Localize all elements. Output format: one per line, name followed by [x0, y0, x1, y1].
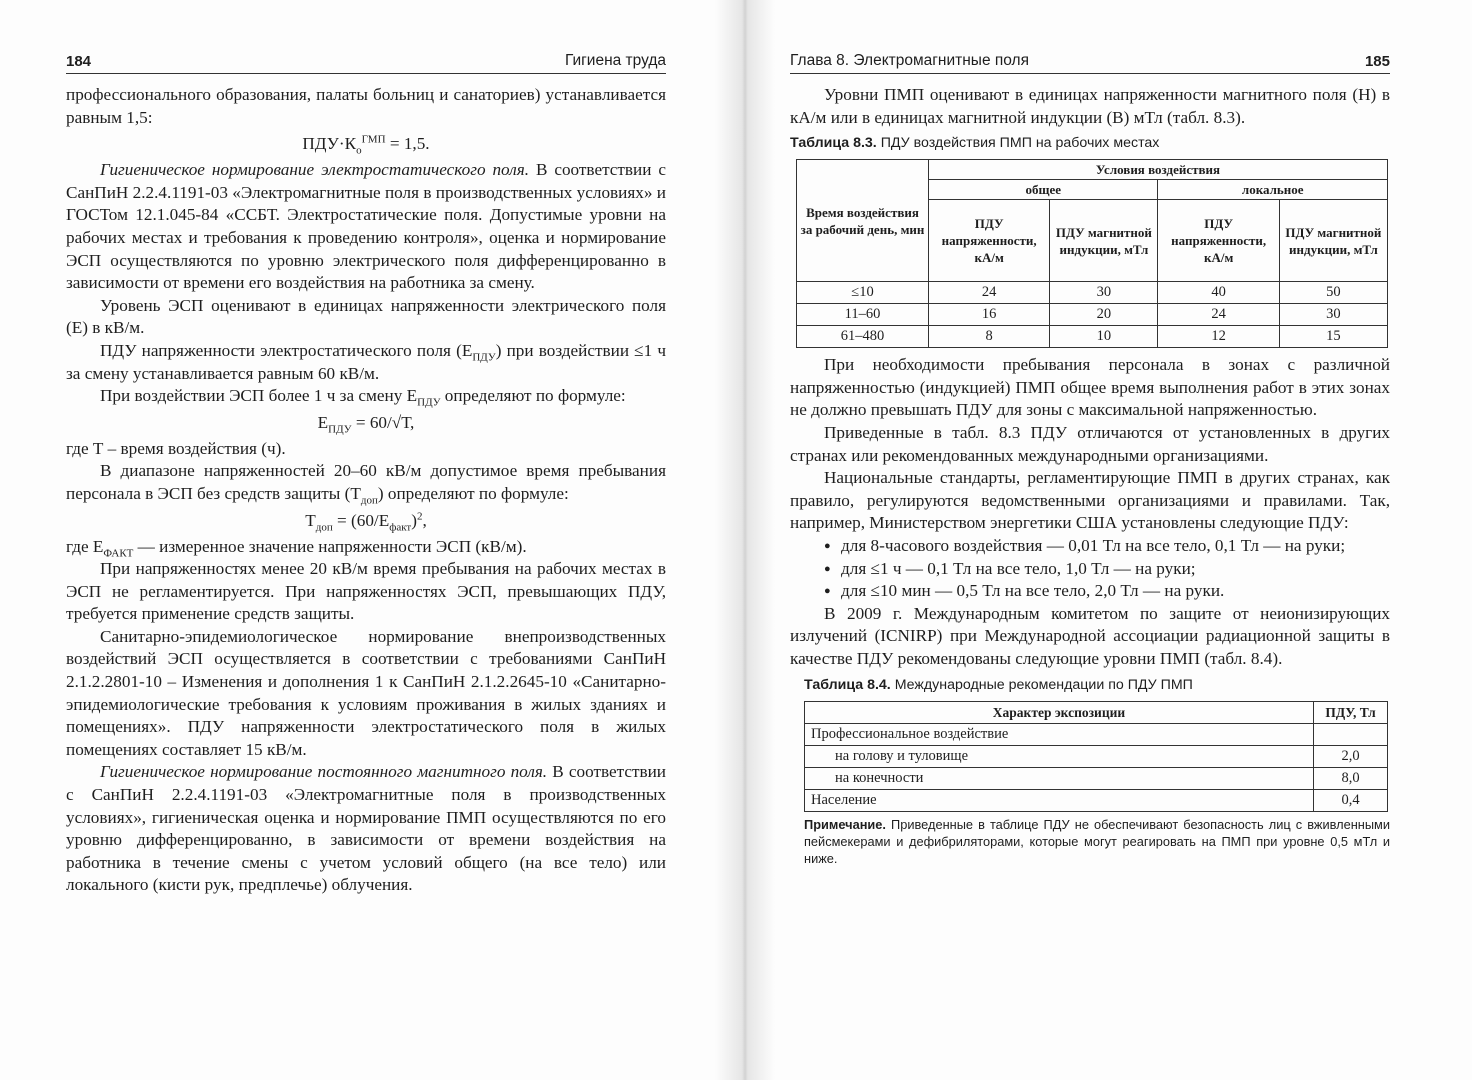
paragraph: где Т – время воздействия (ч).	[66, 438, 286, 458]
paragraph: При воздействии ЭСП более 1 ч за смену $Е_{ПДУ}$ определяют по формуле:	[100, 386, 626, 409]
page-number: 185	[1364, 53, 1390, 70]
table-cell: на голову и туловище	[805, 745, 1314, 767]
list-item: ● для ≤10 мин — 0,5 Тл на все тело, 2,0 Тл — на руки.	[824, 580, 1390, 603]
table-cell: на конечности	[805, 767, 1314, 789]
paragraph: ПДУ напряженности электростатического поля $(Е_{ПДУ})$ при воздействии ≤1 ч за смену устанавливается равным 60 кВ/м.	[66, 340, 666, 383]
paragraph: Уровни ПМП оценивают в единицах напряженности магнитного поля (Н) в кА/м или в единицах магнитной индукции (В) мТл (табл. 8.3).	[790, 85, 1390, 127]
table-cell: 50	[1279, 282, 1387, 304]
table-cell: 11–60	[797, 304, 929, 326]
table-note: Примечание. Приведенные в таблице ПДУ не обеспечивают безопасность лиц с вживленными пейсмекерами и дефибриляторами, которые могут реагировать на ПМП при уровне 0,5 мТл и ниже.	[804, 816, 1390, 866]
table-header: ПДУ напряженности, кА/м	[1158, 200, 1279, 282]
paragraph: Гигиеническое нормирование электростатического поля. В соответствии с СанПиН 2.2.4.1191-03 «Электромагнитные поля в производственных условиях» и ГОСТом 12.1.045-84 «ССБТ. Электростатические поля. Допустимые уровни на рабочих местах и требования к проведению контроля», оценка и нормирование ЭСП осуществляются по уровню электрического поля дифференцированно в зависимости от времени его воздействия на работника за смену.	[66, 160, 666, 293]
left-running-head	[66, 52, 666, 74]
paragraph: где $Е_{ФАКТ}$ — измеренное значение напряженности ЭСП (кВ/м).	[66, 536, 527, 559]
table-cell: 24	[1158, 304, 1279, 326]
table-header: Время воздействия за рабочий день, мин	[797, 160, 929, 282]
table-cell: ≤10	[797, 282, 929, 304]
paragraph: В 2009 г. Международным комитетом по защите от неионизирующих излучений (ICNIRP) при Международной ассоциации радиационной защиты в качестве ПДУ рекомендованы следующие уровни ПМП (табл. 8.4).	[790, 603, 1390, 668]
paragraph: Санитарно-эпидемиологическое нормирование внепроизводственных воздействий ЭСП осуществляется в соответствии с требованиями СанПиН 2.1.2.2801-10 – Изменения и дополнения 1 к СанПиН 2.1.2.2645-10 «Санитарно-эпидемиологические требования к условиям проживания в жилых зданиях и помещениях». ПДУ напряженности электростатического поля в жилых помещениях составляет 15 кВ/м.	[66, 626, 666, 759]
formula-pdu-k: $ПДУ\cdot К_о^{ГМП} = 1,5$.	[302, 133, 430, 157]
table-cell: 0,4	[1314, 789, 1388, 811]
paragraph: При необходимости пребывания персонала в зонах с различной напряженностью (индукцией) ПМП общее время выполнения работ в этих зонах не должно превышать ПДУ для зоны с максимальной напряженностью.	[790, 355, 1390, 420]
table-header: ПДУ магнитной индукции, мТл	[1279, 200, 1387, 282]
table-row	[805, 745, 1388, 767]
page-number: 184	[66, 53, 92, 70]
formula-t-dop: $Т_{доп} = (60/Е_{факт})^2$,	[305, 509, 427, 533]
right-page	[790, 52, 1390, 867]
table-cell: 12	[1158, 326, 1279, 348]
paragraph: Национальные стандарты, регламентирующие ПМП в других странах, как правило, регулируются ведомственными организациями и правилами. Так, например, Министерством энергетики США установлены следующие ПДУ:	[790, 468, 1390, 533]
table-cell: 16	[929, 304, 1050, 326]
bullet-list	[790, 535, 1390, 603]
table-header: Характер экспозиции	[805, 701, 1314, 723]
table-row	[797, 326, 1388, 348]
table-8-3	[796, 159, 1388, 348]
list-item: ● для 8-часового воздействия — 0,01 Тл на все тело, 0,1 Тл — на руки;	[824, 535, 1390, 558]
table-cell	[1314, 723, 1388, 745]
table-cell: 8,0	[1314, 767, 1388, 789]
table-row	[805, 723, 1388, 745]
table-cell: Профессиональное воздействие	[805, 723, 1314, 745]
paragraph: Гигиеническое нормирование постоянного магнитного поля. В соответствии с СанПиН 2.2.4.1191-03 «Электромагнитные поля в производственных условиях», гигиеническая оценка и нормирование ПМП осуществляются по его уровню дифференцированно, в зависимости от времени воздействия на работника в течение смены с учетом условий общего (на все тело) или локального (кисти рук, предплечье) облучения.	[66, 762, 666, 895]
list-item: ● для ≤1 ч — 0,1 Тл на все тело, 1,0 Тл — на руки;	[824, 558, 1390, 581]
paragraph: профессионального образования, палаты больниц и санаториев) устанавливается равным 1,5:	[66, 85, 666, 127]
running-title: Глава 8. Электромагнитные поля	[790, 52, 1029, 69]
table-cell: 20	[1050, 304, 1158, 326]
table-cell: 8	[929, 326, 1050, 348]
table-cell: 24	[929, 282, 1050, 304]
table-cell: 15	[1279, 326, 1387, 348]
formula-e-pdu: $Е_{ПДУ} = 60/√Т$,	[317, 412, 415, 436]
table-cell: 2,0	[1314, 745, 1388, 767]
table-header: ПДУ магнитной индукции, мТл	[1050, 200, 1158, 282]
table-row	[797, 304, 1388, 326]
table-cell: Население	[805, 789, 1314, 811]
table-header: локальное	[1158, 180, 1388, 200]
table-header: Условия воздействия	[929, 160, 1388, 180]
table-caption: Таблица 8.3. ПДУ воздействия ПМП на рабочих местах	[790, 135, 1160, 152]
table-row	[805, 789, 1388, 811]
table-caption: Таблица 8.4. Международные рекомендации по ПДУ ПМП	[804, 676, 1193, 693]
table-cell: 10	[1050, 326, 1158, 348]
right-running-head	[790, 52, 1390, 74]
table-row	[805, 767, 1388, 789]
left-page	[66, 52, 666, 897]
paragraph: При напряженностях менее 20 кВ/м время пребывания на рабочих местах в ЭСП не регламентируется. При напряженностях ЭСП, превышающих ПДУ, требуется применение средств защиты.	[66, 559, 666, 624]
table-header: ПДУ, Тл	[1314, 701, 1388, 723]
table-row	[797, 282, 1388, 304]
paragraph: В диапазоне напряженностей 20–60 кВ/м допустимое время пребывания персонала в ЭСП без средств защиты $(Т_{доп})$ определяют по формуле:	[66, 461, 666, 507]
table-cell: 40	[1158, 282, 1279, 304]
paragraph: Приведенные в табл. 8.3 ПДУ отличаются от установленных в других странах или рекомендованных международными организациями.	[790, 422, 1390, 465]
table-8-4	[804, 701, 1388, 812]
table-cell: 30	[1050, 282, 1158, 304]
running-title: Гигиена труда	[564, 52, 666, 69]
table-header: общее	[929, 180, 1158, 200]
book-gutter	[715, 0, 775, 1080]
table-header: ПДУ напряженности, кА/м	[929, 200, 1050, 282]
table-cell: 61–480	[797, 326, 929, 348]
paragraph: Уровень ЭСП оценивают в единицах напряженности электрического поля (Е) в кВ/м.	[66, 295, 666, 338]
table-cell: 30	[1279, 304, 1387, 326]
